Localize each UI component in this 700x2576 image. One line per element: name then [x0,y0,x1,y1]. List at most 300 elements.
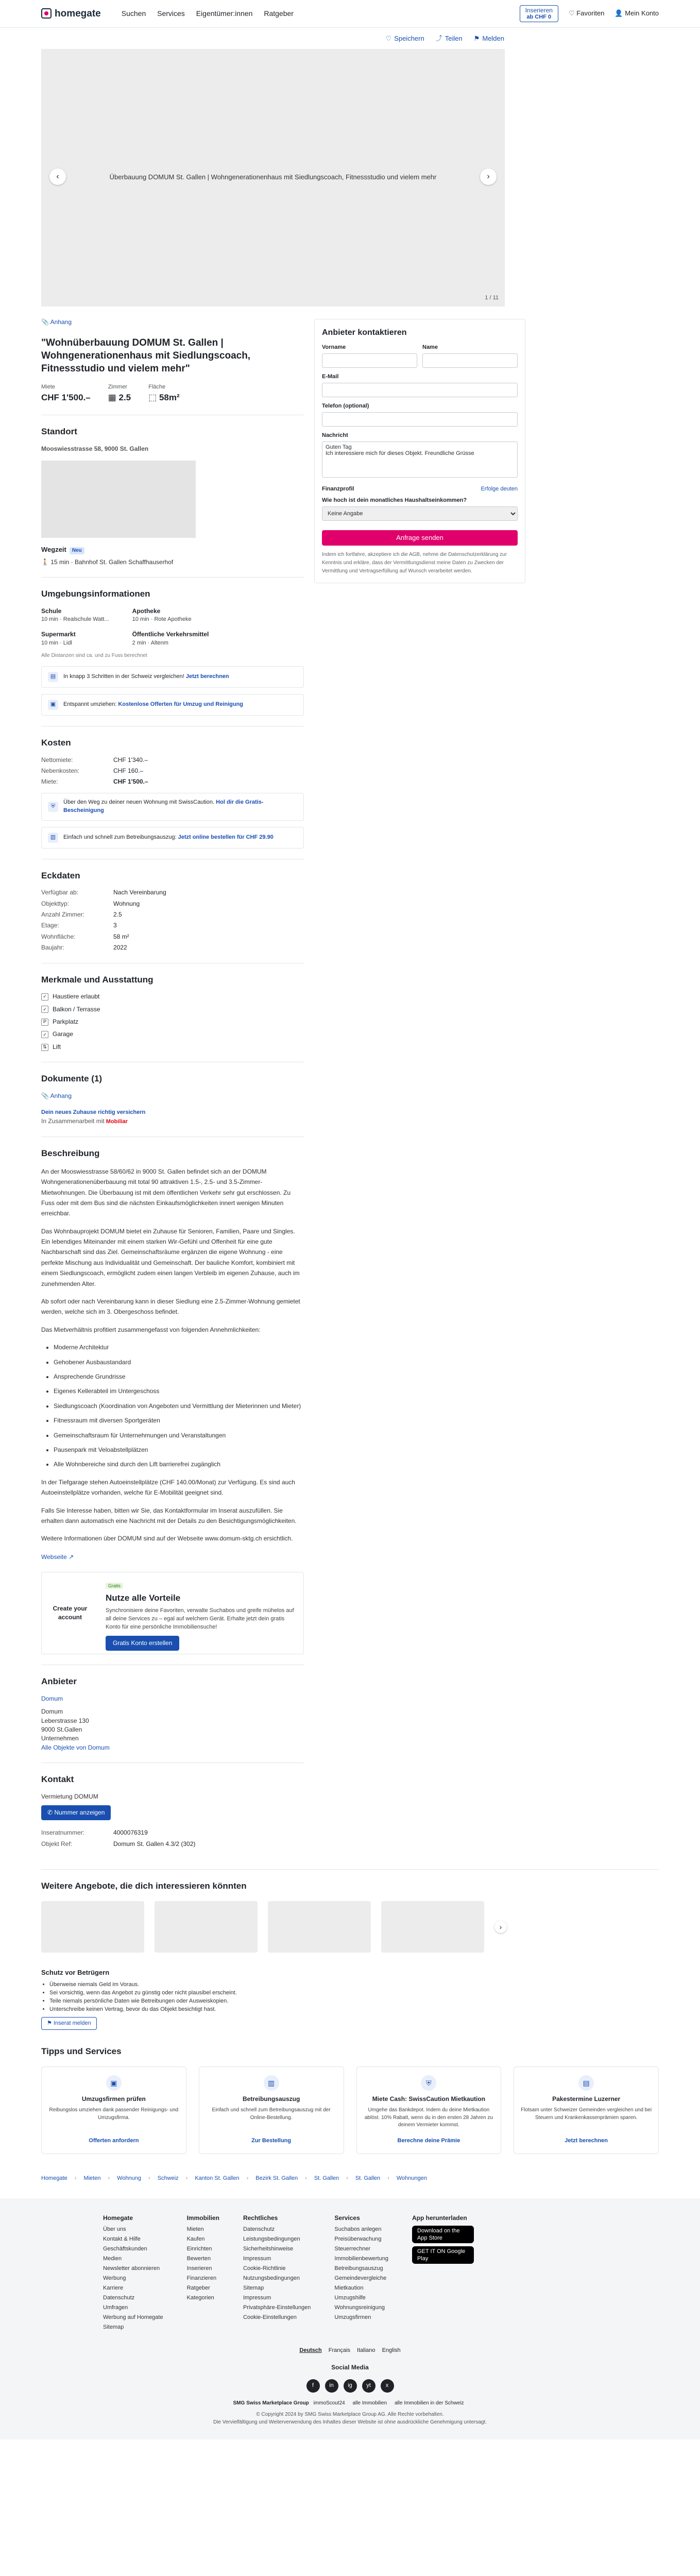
breadcrumb-item[interactable]: St. Gallen [314,2175,339,2182]
detail-value: Wohnung [113,900,140,907]
gallery-counter: 1 / 11 [485,294,499,301]
detail-label: Baujahr: [41,944,64,952]
paw-icon: ✓ [41,993,48,1001]
tips-grid [41,2066,659,2154]
footer-link[interactable]: Mieten [186,2226,204,2233]
contact-name: Vermietung DOMUM [41,1792,98,1800]
detail-label: Wohnfläche: [41,933,76,940]
lang-it[interactable]: Italiano [357,2347,375,2353]
breadcrumb-item[interactable]: Mieten [83,2175,101,2182]
description-bullet: • Alle Wohnbereiche sind durch den Lift barrierefrei zugänglich [54,1459,304,1469]
footer-link[interactable]: Newsletter abonnieren [103,2265,160,2272]
breadcrumb-separator: › [74,2175,77,2182]
amenity-pharmacy [132,607,213,624]
cost-value: CHF 1'340.– [113,756,148,764]
logo-icon [41,8,52,19]
email-field [322,373,518,397]
lang-fr[interactable]: Français [328,2347,350,2353]
footer-link[interactable]: Suchabos anlegen [334,2226,382,2233]
finance-heading [322,485,518,494]
lang-en[interactable]: English [382,2347,401,2353]
footer-bottom-link[interactable]: immoScout24 [313,2400,345,2406]
calculator-icon: ▤ [48,672,58,682]
footer-link[interactable]: Kaufen [186,2236,205,2243]
similar-card[interactable] [381,1901,484,1953]
share-button[interactable] [436,34,463,44]
footer-link[interactable]: Werbung [103,2275,126,2282]
document-link[interactable] [41,1092,304,1100]
tip-link[interactable]: Zur Bestellung [251,2138,292,2144]
message-input[interactable] [322,442,518,478]
income-select[interactable] [322,506,518,521]
description-paragraph: Falls Sie Interesse haben, bitten wir Sie, das Kontaktformular im Inserat auszufüllen. Sie erhalten dann automatisch eine Nachricht mit der Details zu den Besichtigungsmöglichkeiten. [41,1506,297,1524]
amenity-title: Öffentliche Verkehrsmittel [132,631,209,638]
fraud-list [49,1981,659,2014]
tip-card[interactable] [199,2066,344,2154]
app-store-badge[interactable]: Download on the App Store [412,2226,474,2243]
breadcrumb-item[interactable]: Kanton St. Gallen [195,2175,240,2182]
parking-icon: P [41,1019,48,1026]
breadcrumb-item[interactable]: Wohnung [117,2175,142,2182]
last-name-label: Name [422,344,438,351]
divider [41,1762,304,1763]
breadcrumb-separator: › [305,2175,307,2182]
description-heading: Beschreibung [41,1148,100,1159]
top-navigation [0,0,700,28]
footer-bottom-link[interactable]: alle Immobilien in der Schweiz [394,2400,464,2406]
last-name-input[interactable] [422,353,518,368]
report-listing-button[interactable] [41,2017,97,2030]
footer-link[interactable]: Bewerten [186,2256,211,2262]
finance-label: Finanzprofil [322,486,354,493]
feature-item [41,1030,304,1039]
promo-text [63,673,229,681]
attachment-link[interactable] [41,318,304,327]
last-name-field [422,344,518,368]
chevron-right-icon: › [499,1922,502,1931]
website-link[interactable] [41,1553,74,1561]
account-promo-card [41,1572,304,1654]
detail-label: Anzahl Zimmer: [41,911,85,919]
insurance-sub: In Zusammenarbeit mit [41,1117,105,1125]
insurance-link[interactable]: Dein neues Zuhause richtig versichern [41,1109,146,1116]
footer [0,2198,700,2439]
promo-link[interactable]: Jetzt berechnen [185,673,229,680]
breadcrumb-item[interactable]: Wohnungen [396,2175,427,2182]
shield-icon: ⛨ [421,2075,436,2091]
breadcrumb-item[interactable]: St. Gallen [355,2175,381,2182]
amenity-supermarket [41,630,122,647]
feature-item [41,1005,304,1014]
breadcrumb-separator: › [346,2175,348,2182]
document-icon: ▥ [48,833,58,843]
google-play-badge[interactable]: GET IT ON Google Play [412,2246,474,2264]
provider-link[interactable]: Domum [41,1694,63,1702]
gallery-next-button[interactable] [480,168,497,185]
fact-value [108,392,131,404]
promo-tax[interactable] [41,666,304,688]
contact-form-heading: Anbieter kontaktieren [322,328,407,337]
similar-card[interactable] [268,1901,371,1953]
linkedin-icon[interactable]: in [325,2379,338,2393]
reference-label: Inseratnummer: [41,1829,85,1837]
footer-link[interactable]: Werbung auf Homegate [103,2314,163,2320]
footer-link[interactable]: Einrichten [186,2246,212,2252]
nav-services[interactable]: Services [157,9,185,18]
area-icon: ⬚ [148,393,159,403]
footer-col-legal [243,2214,311,2333]
app-heading: App herunterladen [412,2214,467,2222]
favorites-label: Favoriten [576,9,605,18]
fraud-section [0,1968,700,2030]
show-number-button[interactable] [41,1805,111,1820]
description-section [41,1147,304,1562]
breadcrumb-separator: › [148,2175,150,2182]
attachment-label: Anhang [50,318,72,326]
footer-link[interactable]: Geschäftskunden [103,2246,147,2252]
flag-icon: ⚑ [473,35,480,42]
costs-table [41,756,304,787]
footer-link[interactable]: Mietkaution [334,2285,364,2292]
mobiliar-logo: Mobiliar [106,1118,128,1125]
cost-label: Nettomiete: [41,756,73,764]
footer-columns [41,2214,659,2333]
footer-link[interactable]: Kategorien [186,2294,214,2301]
income-field [322,497,518,521]
reference-table [41,1828,304,1849]
provider-heading: Anbieter [41,1676,77,1687]
promo-copy: In knapp 3 Schritten in der Schweiz vergleichen! [63,673,184,680]
social-links [41,2379,659,2393]
insurance-promo[interactable] [41,1109,304,1126]
account-label: Mein Konto [625,9,659,18]
walk-icon: 🚶 [41,558,49,566]
phone-input[interactable] [322,412,518,427]
footer-link[interactable]: Immobilienbewertung [334,2256,388,2262]
tip-title: Umzugsfirmen prüfen [81,2095,146,2103]
account-promo-text: Synchronisiere deine Favoriten, verwalte Suchabos und greife mühelos auf all deine Services zu – egal auf welchem Gerät. Erhalte jetzt dein gratis Konto für eine persönliche Immobiliensuche! [106,1607,294,1630]
document-icon: ▥ [264,2075,279,2091]
description-list [54,1342,304,1470]
shield-icon: ⛨ [48,802,58,812]
amenity-school [41,607,122,624]
account-link[interactable]: 👤 Mein Konto [614,9,659,18]
detail-label: Verfügbar ab: [41,889,79,896]
feature-label: Haustiere erlaubt [53,993,100,1001]
main-column [41,307,304,1849]
nav-owners[interactable]: Eigentümer:innen [196,9,253,18]
footer-link[interactable]: Steuerrechner [334,2246,371,2252]
feature-item [41,992,304,1001]
address-text: Mooswiesstrasse 58, 9000 St. Gallen [41,445,149,452]
detail-label: Objekttyp: [41,900,70,907]
chevron-right-icon: › [487,172,490,181]
header-right [520,5,659,23]
contact-section [41,1773,304,1849]
tip-card[interactable] [41,2066,186,2154]
detail-value: 3 [113,922,117,929]
footer-link[interactable]: Ratgeber [186,2285,210,2292]
account-promo-left: Create your account [53,1604,88,1621]
footer-link[interactable]: Gemeindevergleiche [334,2275,387,2282]
description-bullet: • Moderne Architektur [54,1342,304,1352]
feature-label: Parkplatz [53,1018,79,1026]
features-list [41,992,304,1052]
breadcrumb-separator: › [185,2175,188,2182]
footer-col-heading: Rechtliches [243,2214,278,2222]
amenity-detail: 10 min · Rote Apotheke [132,616,192,623]
email-input[interactable] [322,383,518,397]
reference-value: 4000076319 [113,1829,148,1837]
fraud-item: • Teile niemals persönliche Daten wie Betreibungen oder Ausweiskopien. [49,1997,659,2006]
footer-apps [412,2214,474,2333]
feature-item [41,1043,304,1052]
cost-value: CHF 1'500.– [113,778,148,786]
description-paragraph: Weitere Informationen über DOMUM sind auf der Webseite www.domum-sktg.ch ersichtlich. [41,1535,293,1543]
tip-link[interactable]: Jetzt berechnen [565,2138,608,2144]
feature-label: Garage [53,1030,74,1038]
description-paragraph: An der Mooswiesstrasse 58/60/62 in 9000 St. Gallen befindet sich an der DOMUM Wohngenerationenüberbauung mit total 90 attraktiven 1.5-, 2.5- und 3.5-Zimmer-Mietwohnungen. Die Überbauung ist mit dem öffentlichen Verkehr sehr gut erschlossen. Zu Fuss oder mit dem Bus sind die nächsten Einkaufsmöglichkeiten innert wenigen Minuten erreichbar. [41,1167,291,1217]
footer-link[interactable]: Datenschutz [103,2294,135,2301]
tip-card[interactable] [356,2066,502,2154]
feature-label: Lift [53,1043,61,1050]
fact-rooms [108,383,131,404]
detail-value: Nach Vereinbarung [113,889,166,896]
provider-section [41,1675,304,1752]
detail-label: Etage: [41,922,59,929]
tip-title: Pakestermine Luzerner [552,2095,621,2103]
fact-area [148,383,179,404]
phone-icon: ✆ [47,1809,53,1817]
nav-search[interactable]: Suchen [121,9,146,18]
save-label: Speichern [394,35,424,42]
footer-link[interactable]: Impressum [243,2256,271,2262]
submit-button[interactable]: Anfrage senden [322,530,518,546]
description-bullet: • Eigenes Kellerabteil im Untergeschoss [54,1386,304,1396]
footer-link[interactable]: Cookie-Richtlinie [243,2265,286,2272]
free-badge: Gratis [106,1583,123,1589]
external-link-icon: ↗ [69,1553,74,1561]
description-paragraph: Ab sofort oder nach Vereinbarung kann in dieser Siedlung eine 2.5-Zimmer-Wohnung gemietet werden, welche sich im 3. Obergeschoss befindet. [41,1298,300,1316]
feature-label: Balkon / Terrasse [53,1005,100,1013]
tip-text: Flotsam unter Schweizer Gemeinden vergleichen und bei Steuern und Krankenkassenprämien sparen. [521,2107,652,2121]
footer-link[interactable]: Karriere [103,2285,124,2292]
moving-box-icon: ▣ [106,2075,122,2091]
fact-label: Zimmer [108,384,127,391]
promo-link[interactable]: Jetzt online bestellen für CHF 29.90 [178,834,274,840]
route-info[interactable]: 🚶 15 min · Bahnhof St. Gallen Schaffhauserhof [41,558,174,566]
breadcrumb [0,2175,700,2183]
carousel-next-button[interactable] [494,1921,507,1933]
report-label: Melden [482,35,504,42]
save-button[interactable] [386,34,424,44]
footer-link[interactable]: Betreibungsauszug [334,2265,383,2272]
first-name-input[interactable] [322,353,417,368]
tip-link[interactable]: Offerten anfordern [89,2138,139,2144]
amenity-title: Apotheke [132,607,161,615]
heart-icon: ♡ [385,35,392,42]
homegate-logo[interactable] [41,7,101,21]
flag-icon: ⚑ [47,2020,52,2026]
fraud-item: • Überweise niemals Geld im Voraus. [49,1981,659,1989]
tips-heading: Tipps und Services [41,2046,122,2057]
elevator-icon: ⇅ [41,1044,48,1051]
promo-text [63,799,297,815]
footer-link[interactable]: Über uns [103,2226,126,2233]
distance-note: Alle Distanzen sind ca. und zu Fuss berechnet [41,653,147,659]
cost-label: Miete: [41,778,58,786]
listing-title: "Wohnüberbauung DOMUM St. Gallen | Wohngenerationenhaus mit Siedlungscoach, Fitnessstudio und vielem mehr" [41,337,251,374]
insert-button[interactable] [520,5,558,23]
language-switcher [41,2347,659,2355]
reference-label: Objekt Ref: [41,1840,73,1848]
footer-link[interactable]: Privatsphäre-Einstellungen [243,2304,311,2311]
insert-label: Inserieren [525,6,553,14]
tip-card[interactable] [514,2066,659,2154]
name-row [322,344,518,373]
reference-value: Domum St. Gallen 4.3/2 (302) [113,1840,196,1848]
amenity-empty [223,607,304,624]
fraud-item: • Unterschreibe keinen Vertrag, bevor du das Objekt besichtigt hast. [49,2006,659,2014]
favorites-link[interactable]: ♡ Favoriten [568,9,605,18]
provider-line: Domum [41,1708,63,1716]
tip-link[interactable]: Berechne deine Prämie [397,2138,460,2144]
promo-link[interactable]: Kostenlose Offerten für Umzug und Reinigung [118,701,244,707]
footer-link[interactable]: Finanzieren [186,2275,217,2282]
show-number-label: Nummer anzeigen [54,1809,105,1817]
description-bullet: • Ansprechende Grundrisse [54,1371,304,1382]
footer-link[interactable]: Umfragen [103,2304,128,2311]
instagram-icon[interactable]: ig [344,2379,357,2393]
breadcrumb-separator: › [108,2175,110,2182]
promo-copy: Einfach und schnell zum Betreibungsauszug: [63,834,177,840]
footer-link[interactable]: Inserieren [186,2265,212,2272]
garage-icon: ✓ [41,1031,48,1038]
promo-deposit[interactable] [41,793,304,821]
amenity-detail: 10 min · Lidl [41,639,72,646]
new-badge: Neu [70,547,84,555]
promo-moving[interactable] [41,694,304,716]
footer-link[interactable]: Kontakt & Hilfe [103,2236,141,2243]
key-facts [41,383,304,404]
description-bullet: • Fitnessraum mit diversen Sportgeräten [54,1415,304,1426]
documents-heading: Dokumente (1) [41,1074,103,1084]
amenity-detail: 10 min · Realschule Watt... [41,616,109,623]
description-paragraph: In der Tiefgarage stehen Autoeinstellplätze (CHF 140.00/Monat) zur Verfügung. Es sind auch Autoeinstellplätze vorhanden, welche für E-Mobilität geeignet sind. [41,1478,295,1497]
footer-link[interactable]: Preisüberwachung [334,2236,382,2243]
image-gallery[interactable] [41,49,505,307]
contact-heading: Kontakt [41,1774,74,1785]
facebook-icon[interactable]: f [306,2379,320,2393]
footer-link[interactable]: Sicherheitshinweise [243,2246,294,2252]
breadcrumb-item[interactable]: Bezirk St. Gallen [255,2175,298,2182]
amenity-detail: 2 min · Altenm [132,639,168,646]
location-heading: Standort [41,426,77,436]
footer-link[interactable]: Nutzungsbedingungen [243,2275,300,2282]
promo-copy: Entspannt umziehen: [63,701,117,707]
description-bullet: • Siedlungscoach (Koordination von Angeboten und Vermittlung der Mieterinnen und Mieter) [54,1401,304,1411]
footer-link[interactable]: Sitemap [103,2324,124,2330]
similar-card[interactable] [155,1901,258,1953]
features-heading: Merkmale und Ausstattung [41,974,153,985]
youtube-icon[interactable]: yt [362,2379,375,2393]
footer-link[interactable]: Cookie-Einstellungen [243,2314,297,2320]
similar-card[interactable] [41,1901,144,1953]
footer-bottom-link[interactable]: alle Immobilien [352,2400,387,2406]
footer-link[interactable]: Wohnungsreinigung [334,2304,385,2311]
fact-rent [41,383,91,404]
paperclip-icon: 📎 [41,1092,49,1099]
nav-guide[interactable]: Ratgeber [264,9,294,18]
detail-value: 58 m² [113,933,129,940]
copyright [41,2411,659,2426]
breadcrumb-item[interactable]: Homegate [41,2175,67,2182]
message-field [322,432,518,480]
calculator-icon: ▤ [578,2075,594,2091]
amenity-transport [132,630,213,647]
breadcrumb-item[interactable]: Schweiz [157,2175,179,2182]
footer-link[interactable]: Datenschutz [243,2226,275,2233]
amenity-title: Schule [41,607,62,615]
footer-link[interactable]: Impressum [243,2294,271,2301]
details-table [41,888,304,952]
promo-link[interactable]: Hol dir die Gratis-Bescheinigung [63,799,264,814]
rooms-icon: ▦ [108,393,119,403]
lang-de[interactable]: Deutsch [299,2347,322,2353]
footer-col-real-estate [187,2214,219,2333]
footer-link[interactable]: Sitemap [243,2285,264,2292]
promo-debt-extract[interactable] [41,827,304,849]
tip-text: Umgehe das Bankdepot. Indem du deine Mietkaution ablöst. 10% Rabatt, wenn du in den ersten 28 Jahren zu deinem Vermieter kommst. [364,2107,493,2128]
report-listing-label: Inserat melden [53,2020,91,2026]
footer-link[interactable]: Umzugshilfe [334,2294,366,2301]
fraud-item: • Sei vorsichtig, wenn das Angebot zu günstig oder nicht plausibel erscheint. [49,1989,659,1997]
smg-link[interactable]: SMG Swiss Marketplace Group [233,2400,309,2406]
contact-form [314,319,525,583]
tip-text: Einfach und schnell zum Betreibungsauszug mit der Online-Bestellung. [212,2107,331,2121]
main-nav [122,8,303,19]
fact-label: Fläche [148,384,166,391]
footer-link[interactable]: Umzugsfirmen [334,2314,371,2320]
provider-all-listings-link[interactable]: Alle Objekte von Domum [41,1743,110,1751]
report-button[interactable] [474,34,504,44]
finance-link[interactable]: Erfolge deuten [481,486,518,493]
account-promo-heading: Nutze alle Vorteile [106,1593,181,1603]
truck-icon: ▣ [48,700,58,710]
account-promo-body [98,1572,303,1654]
feature-item [41,1018,304,1026]
provider-line: Unternehmen [41,1735,79,1742]
breadcrumb-separator: › [387,2175,389,2182]
promo-text [63,834,274,842]
email-label: E-Mail [322,373,339,380]
footer-link[interactable]: Medien [103,2256,122,2262]
map[interactable] [41,461,196,538]
x-icon[interactable]: x [381,2379,394,2393]
route-target: Bahnhof St. Gallen Schaffhauserhof [75,558,174,566]
details-heading: Eckdaten [41,870,80,880]
create-account-button[interactable]: Gratis Konto erstellen [106,1636,179,1651]
fact-value [148,392,179,404]
similar-carousel [41,1901,659,1953]
tip-text: Reibungslos umziehen dank passender Reinigungs- und Umzugsfirma. [49,2107,179,2121]
description-bullet: • Gehobener Ausbaustandard [54,1357,304,1367]
divider [41,1869,659,1870]
footer-link[interactable]: Leistungsbedingungen [243,2236,300,2243]
sidebar [314,319,525,1849]
cost-label: Nebenkosten: [41,767,80,774]
description-bullet: • Pausenpark mit Veloabstellplätzen [54,1445,304,1455]
